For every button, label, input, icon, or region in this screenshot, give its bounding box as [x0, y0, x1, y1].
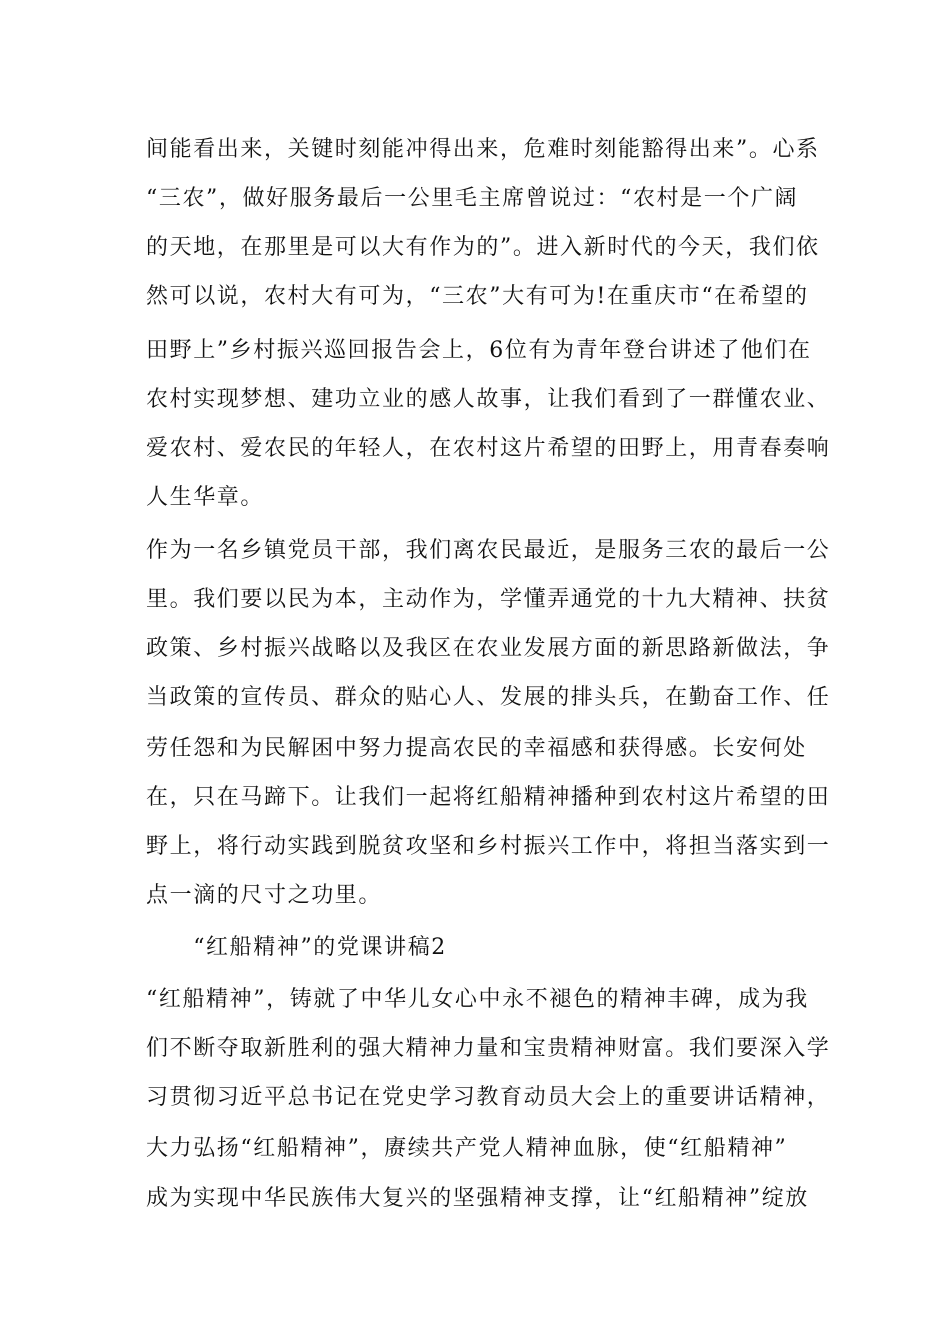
text-line: 人生华章。 [146, 485, 265, 510]
text-line: 的天地，在那里是可以大有作为的”。进入新时代的今天，我们依 [146, 235, 820, 260]
text-line: 农村实现梦想、建功立业的感人故事，让我们看到了一群懂农业、 [146, 387, 831, 412]
text-line: 间能看出来，关键时刻能冲得出来，危难时刻能豁得出来”。心系 [146, 137, 820, 162]
text-line: 然可以说，农村大有可为，“三农”大有可为!在重庆市“在希望的 [146, 284, 809, 309]
paragraph-start-line: 作为一名乡镇党员干部，我们离农民最近，是服务三农的最后一公 [146, 538, 831, 563]
text-line: 在，只在马蹄下。让我们一起将红船精神播种到农村这片希望的田 [146, 785, 831, 810]
paragraph-start-line: “红船精神”，铸就了中华儿女心中永不褪色的精神丰碑，成为我 [146, 987, 809, 1012]
text-line: 当政策的宣传员、群众的贴心人、发展的排头兵，在勤奋工作、任 [146, 685, 831, 710]
section-title: “红船精神”的党课讲稿2 [146, 935, 447, 960]
text-line: 成为实现中华民族伟大复兴的坚强精神支撑，让“红船精神”绽放 [146, 1186, 809, 1211]
text-line: “三农”，做好服务最后一公里毛主席曾说过：“农村是一个广阔 [146, 186, 799, 211]
text-line: 习贯彻习近平总书记在党史学习教育动员大会上的重要讲话精神， [146, 1085, 831, 1110]
text-line: 田野上”乡村振兴巡回报告会上，6位有为青年登台讲述了他们在 [146, 338, 812, 363]
text-line: 里。我们要以民为本，主动作为，学懂弄通党的十九大精神、扶贫 [146, 587, 831, 612]
text-line: 大力弘扬“红船精神”，赓续共产党人精神血脉，使“红船精神” [146, 1136, 788, 1161]
text-line: 点一滴的尺寸之功里。 [146, 883, 383, 908]
text-line: 劳任怨和为民解困中努力提高农民的幸福感和获得感。长安何处 [146, 736, 807, 761]
text-line: 爱农村、爱农民的年轻人，在农村这片希望的田野上，用青春奏响 [146, 436, 831, 461]
text-line: 野上，将行动实践到脱贫攻坚和乡村振兴工作中，将担当落实到一 [146, 834, 831, 859]
text-line: 们不断夺取新胜利的强大精神力量和宝贵精神财富。我们要深入学 [146, 1036, 831, 1061]
text-line: 政策、乡村振兴战略以及我区在农业发展方面的新思路新做法，争 [146, 636, 831, 661]
